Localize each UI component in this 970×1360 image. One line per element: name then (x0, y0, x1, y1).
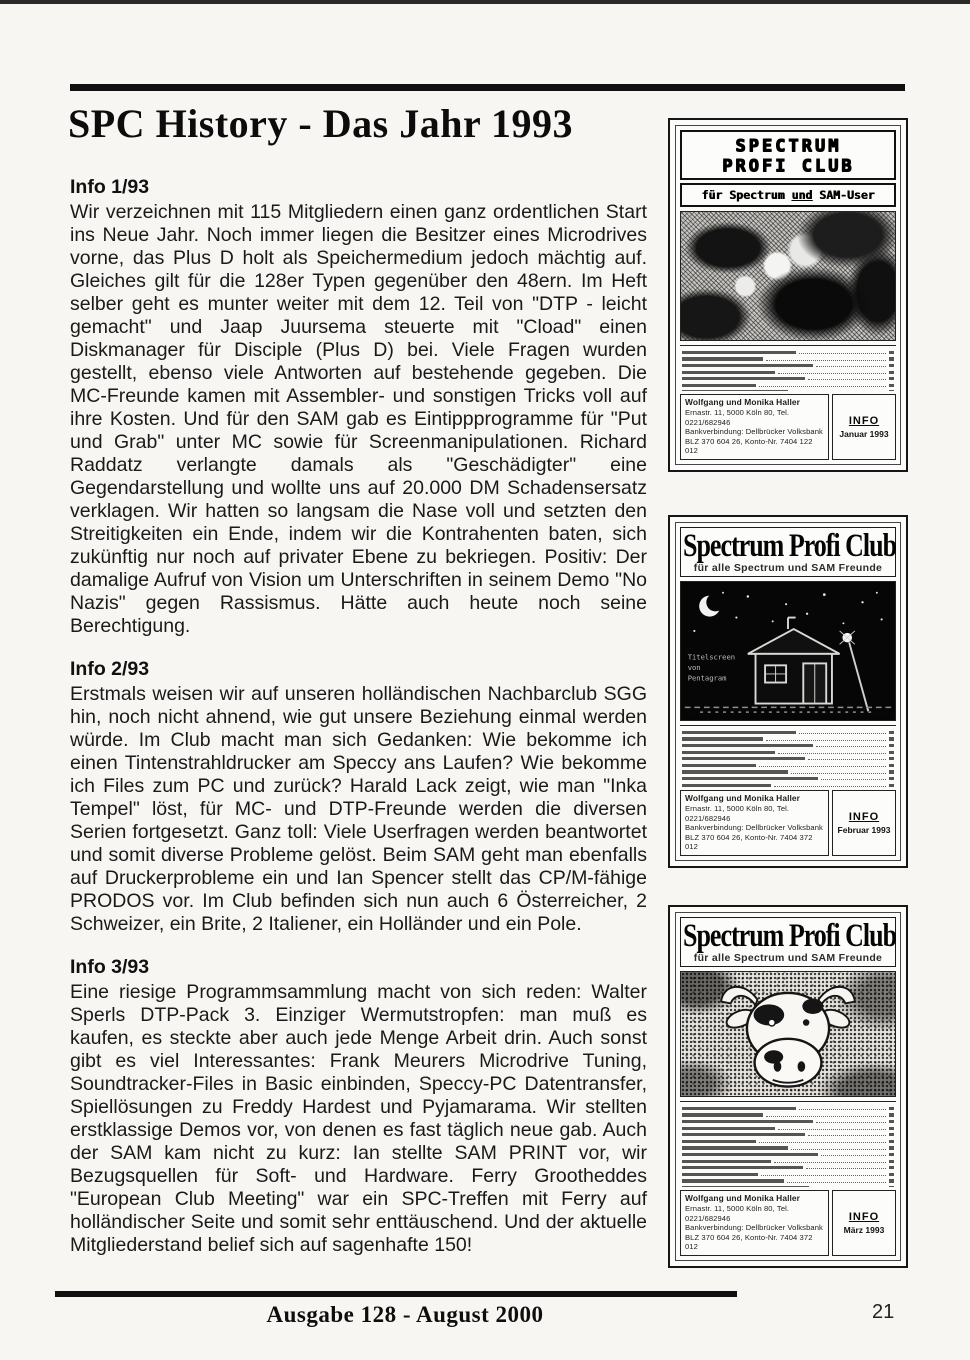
section-body-info-2-93: Erstmals weisen wir auf unseren holländischen Nachbarclub SGG hin, noch nicht ahnend, wie gut unsere Beziehung einmal werden würde. Im Club macht man sich Gedanken: Wie bekomme ich einen Tintenstrahldrucker am Speccy ans Laufen? Wie bekomme ich Files zum PC und zurück? Harald Lack zeigt, wie man "Inka Tempel" löst, für MC- und DTP-Freunde werden die diversen Serien fortgesetzt. Ganz toll: Viele Userfragen werden beantwortet und somit diverse Probleme gelöst. Beim SAM geht man ebenfalls auf Druckerprobleme ein und Ian Spencer stellt das CP/M-fähige PRODOS vor. Im Club befinden sich nun auch 6 Österreicher, 2 Schweizer, ein Brite, 2 Italiener, ein Holländer und ein Pole. (70, 683, 647, 935)
toc-row (682, 1179, 894, 1183)
address-line: Ernastr. 11, 5000 Köln 80, Tel. 0221/682946 (685, 804, 790, 823)
page-number: 21 (872, 1301, 895, 1323)
cover-title: Spectrum Profi Club (683, 527, 897, 564)
address-line: BLZ 370 604 26, Konto-Nr. 7404 372 012 (685, 1232, 813, 1252)
page-title: SPC History - Das Jahr 1993 (68, 101, 573, 146)
address-line: Bankverbindung: Dellbrücker Volksbank (685, 1223, 823, 1233)
toc-row (682, 370, 894, 374)
svg-text:Titelscreen: Titelscreen (687, 652, 736, 662)
toc-row (682, 750, 894, 754)
cover-januar-toc (680, 345, 896, 391)
toc-row (682, 350, 894, 354)
toc-row (682, 763, 894, 767)
cover-title: Spectrum Profi Club (683, 917, 897, 954)
article (70, 176, 647, 1257)
info-label: INFO (848, 811, 880, 824)
cover-februar-footer (680, 790, 896, 856)
subtitle-und: und (791, 188, 813, 202)
cover-februar-info-box (832, 790, 896, 856)
toc-row (682, 783, 894, 787)
footer-issue: Ausgabe 128 - August 2000 (266, 1302, 544, 1327)
address-line: BLZ 370 604 26, Konto-Nr. 7404 372 012 (685, 832, 813, 852)
toc-row (682, 1132, 894, 1136)
cover-maerz-address (680, 1190, 829, 1256)
address-line: Wolfgang und Monika Haller (685, 1193, 801, 1204)
address-line: BLZ 370 604 26, Konto-Nr. 7404 122 012 (685, 436, 813, 456)
cover-title-line-1: SPECTRUM (735, 136, 841, 156)
cover-februar-artwork (680, 581, 896, 721)
cover-februar-1993 (668, 515, 908, 868)
subtitle-pre: für Spectrum (701, 188, 792, 202)
title-rule (70, 84, 905, 91)
footer-rule (55, 1291, 737, 1297)
toc-row (682, 1152, 894, 1156)
cover-februar-masthead (680, 527, 896, 577)
toc-row (682, 737, 894, 741)
section-body-info-1-93: Wir verzeichnen mit 115 Mitgliedern einen ganz ordentlichen Start ins Neue Jahr. Noch immer liegen die Besitzer eines Microdrives vorne, das Plus D holt als Speichermedium jedoch mächtig auf. Gleiches gilt für die 128er Typen gegenüber den 48ern. Im Heft selber geht es munter weiter mit dem 12. Teil von "DTP - leicht gemacht" und Jaap Juursema steuerte mit "Cload" einen Diskmanager für Disciple (Plus D) bei. Viele Fragen wurden gestellt, ebenso viele Antworten auf bestehende gegeben. Die MC-Freunde kamen mit Assembler- und sonstigen Tricks voll auf ihre Kosten. Und für den SAM gab es Eintippprogramme für "Put und Grab" unter MC sowie für Screenmanipulationen. Richard Raddatz verlangte damals als "Geschädigter" eine Gegendarstellung und wollte uns auf 20.000 DM Schadensersatz verklagen. Wir hatten so langsam die Nase voll und setzten den Streitigkeiten ein Ende, indem wir die Kontrahenten baten, sich zukünftig nur noch auf privater Ebene zu bekriegen. Positiv: Der damalige Aufruf von Vision um Unterschriften in seinem Demo "No Nazis" gegen Rassismus. Hätte auch heute noch seine Berechtigung. (70, 201, 647, 637)
section-heading-info-1-93: Info 1/93 (70, 176, 150, 198)
cover-subtitle: für alle Spectrum und SAM Freunde (693, 952, 883, 964)
address-line: Bankverbindung: Dellbrücker Volksbank (685, 427, 823, 437)
svg-text:Pentagram: Pentagram (687, 673, 727, 683)
toc-row (682, 357, 894, 361)
cover-subtitle: für alle Spectrum und SAM Freunde (693, 562, 883, 574)
cow-illustration (681, 972, 895, 1096)
section-heading-info-2-93: Info 2/93 (70, 658, 150, 680)
cover-februar-toc (680, 725, 896, 787)
cover-maerz-info-box (832, 1190, 896, 1256)
cover-januar-artwork (680, 211, 896, 341)
toc-row (682, 376, 894, 380)
subtitle-post: SAM-User (812, 188, 875, 202)
toc-row (682, 1172, 894, 1176)
info-month: Januar 1993 (839, 429, 889, 440)
toc-row (682, 776, 894, 780)
toc-row (682, 1159, 894, 1163)
toc-row (682, 1165, 894, 1169)
toc-row (682, 1146, 894, 1150)
cover-maerz-toc (680, 1101, 896, 1187)
cover-januar-footer (680, 394, 896, 460)
section-body-info-3-93: Eine riesige Programmsammlung macht von sich reden: Walter Sperls DTP-Pack 3. Einziger Wermutstropfen: man muß es kaufen, es steckte aber auch jede Menge Arbeit drin. Auch sonst gibt es viel Interessantes: Frank Meurers Microdrive Tuning, Soundtracker-Files in Basic einbinden, Speccy-PC Datentransfer, Spiellösungen zu Freddy Hardest und Pyjamarama. Wir stellten erstklassige Demos vor, von denen es fast täglich neue gab. Auch der SAM kam nicht zu kurz: Ian stellte SAM PRINT vor, wir Bezugsquellen für Soft- und Hardware. Ferry Grootheddes "European Club Meeting" war ein SPC-Treffen mit Ferry auf holländischer Seite und somit sehr enttäuschend. Und der aktuelle Mitgliederstand belief sich auf sagenhafte 150! (70, 981, 647, 1256)
cover-maerz-inner (675, 912, 901, 1261)
cover-maerz-1993 (668, 905, 908, 1268)
svg-text:von: von (687, 663, 701, 673)
toc-row (682, 363, 894, 367)
toc-row (682, 770, 894, 774)
section-heading-info-3-93: Info 3/93 (70, 956, 150, 978)
info-month: Februar 1993 (837, 825, 891, 836)
info-label: INFO (848, 415, 880, 428)
cover-maerz-footer (680, 1190, 896, 1256)
address-line: Wolfgang und Monika Haller (685, 793, 801, 804)
cover-title-line-2: PROFI CLUB (721, 156, 855, 176)
toc-row (682, 730, 894, 734)
scan-edge-line (0, 0, 970, 4)
toc-row (682, 1106, 894, 1110)
info-label: INFO (848, 1211, 880, 1224)
cover-februar-inner (675, 522, 901, 861)
address-line: Bankverbindung: Dellbrücker Volksbank (685, 823, 823, 833)
cover-januar-1993 (668, 118, 908, 472)
cover-maerz-artwork (680, 971, 896, 1097)
toc-row (682, 1119, 894, 1123)
cover-januar-info-box (832, 394, 896, 460)
toc-row (682, 1113, 894, 1117)
toc-row (682, 743, 894, 747)
toc-row (682, 1185, 894, 1187)
night-house-illustration (681, 582, 895, 720)
info-month: März 1993 (843, 1225, 885, 1236)
address-line: Ernastr. 11, 5000 Köln 80, Tel. 0221/682946 (685, 408, 790, 427)
cover-januar-masthead (680, 130, 896, 180)
toc-row (682, 383, 894, 387)
toc-row (682, 1139, 894, 1143)
address-line: Wolfgang und Monika Haller (685, 397, 801, 408)
cover-maerz-masthead (680, 917, 896, 967)
cover-februar-address (680, 790, 829, 856)
toc-row (682, 390, 894, 392)
address-line: Ernastr. 11, 5000 Köln 80, Tel. 0221/682946 (685, 1204, 790, 1223)
toc-row (682, 1126, 894, 1130)
toc-row (682, 756, 894, 760)
cover-januar-subtitle (680, 183, 896, 207)
cover-januar-inner (675, 125, 901, 465)
cover-januar-address (680, 394, 829, 460)
